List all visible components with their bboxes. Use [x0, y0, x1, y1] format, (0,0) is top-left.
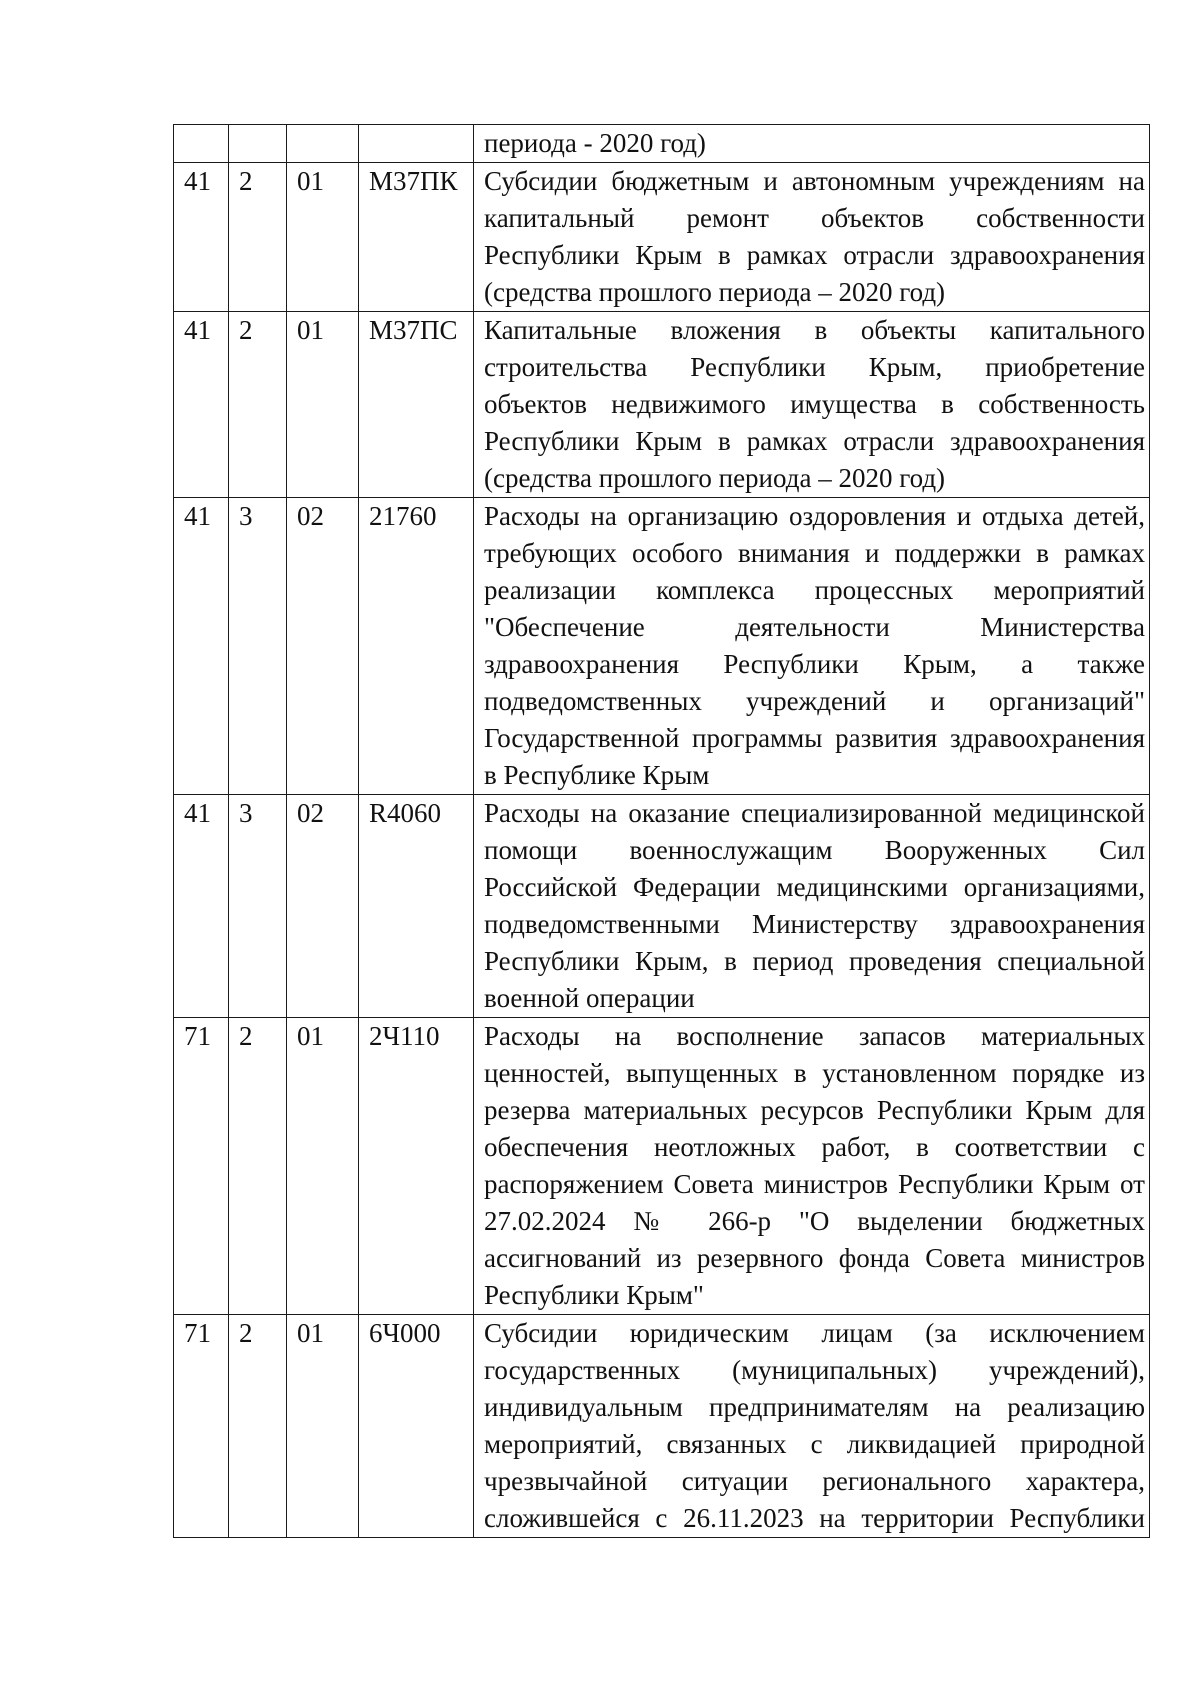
code-cell-2: 2 — [229, 1018, 287, 1315]
code-cell-2: 2 — [229, 312, 287, 498]
code-cell-2: 3 — [229, 498, 287, 795]
code-cell-4: 6Ч000 — [359, 1315, 474, 1538]
code-cell-2: 3 — [229, 795, 287, 1018]
code-cell-4: 21760 — [359, 498, 474, 795]
description-cell: периода - 2020 год) — [474, 125, 1150, 163]
code-cell-1: 41 — [174, 498, 229, 795]
code-cell-2: 2 — [229, 1315, 287, 1538]
code-cell-1: 41 — [174, 163, 229, 312]
table-row — [174, 312, 1150, 498]
table-row — [174, 1315, 1150, 1538]
budget-classification-table — [173, 124, 1150, 1538]
code-cell-4: 2Ч110 — [359, 1018, 474, 1315]
code-cell-3: 02 — [287, 795, 359, 1018]
code-cell-1: 41 — [174, 795, 229, 1018]
code-cell-3: 01 — [287, 1315, 359, 1538]
table-row — [174, 125, 1150, 163]
description-cell: Субсидии бюджетным и автономным учреждениям на капитальный ремонт объектов собственности Республики Крым в рамках отрасли здравоохранения (средства прошлого периода – 2020 год) — [474, 163, 1150, 312]
description-cell: Субсидии юридическим лицам (за исключением государственных (муниципальных) учреждений), индивидуальным предпринимателям на реализацию мероприятий, связанных с ликвидацией природной чрезвычайной ситуации регионального характера, сложившейся с 26.11.2023 на территории Республики — [474, 1315, 1150, 1538]
table-row — [174, 498, 1150, 795]
code-cell-1: 41 — [174, 312, 229, 498]
code-cell-4: М37ПК — [359, 163, 474, 312]
code-cell-1: 71 — [174, 1018, 229, 1315]
code-cell-1: 71 — [174, 1315, 229, 1538]
code-cell-3: 02 — [287, 498, 359, 795]
code-cell-3: 01 — [287, 163, 359, 312]
code-cell-4: R4060 — [359, 795, 474, 1018]
code-cell-1 — [174, 125, 229, 163]
code-cell-4 — [359, 125, 474, 163]
code-cell-2: 2 — [229, 163, 287, 312]
code-cell-3 — [287, 125, 359, 163]
description-cell: Расходы на восполнение запасов материальных ценностей, выпущенных в установленном порядке из резерва материальных ресурсов Республики Крым для обеспечения неотложных работ, в соответствии с распоряжением Совета министров Республики Крым от 27.02.2024 № 266-р "О выделении бюджетных ассигнований из резервного фонда Совета министров Республики Крым" — [474, 1018, 1150, 1315]
description-cell: Капитальные вложения в объекты капитального строительства Республики Крым, приобретение объектов недвижимого имущества в собственность Республики Крым в рамках отрасли здравоохранения (средства прошлого периода – 2020 год) — [474, 312, 1150, 498]
table-row — [174, 795, 1150, 1018]
code-cell-4: М37ПС — [359, 312, 474, 498]
description-cell: Расходы на оказание специализированной медицинской помощи военнослужащим Вооруженных Сил Российской Федерации медицинскими организациями, подведомственными Министерству здравоохранения Республики Крым, в период проведения специальной военной операции — [474, 795, 1150, 1018]
table-row — [174, 163, 1150, 312]
code-cell-3: 01 — [287, 312, 359, 498]
description-cell: Расходы на организацию оздоровления и отдыха детей, требующих особого внимания и поддержки в рамках реализации комплекса процессных мероприятий "Обеспечение деятельности Министерства здравоохранения Республики Крым, а также подведомственных учреждений и организаций" Государственной программы развития здравоохранения в Республике Крым — [474, 498, 1150, 795]
code-cell-2 — [229, 125, 287, 163]
code-cell-3: 01 — [287, 1018, 359, 1315]
table-row — [174, 1018, 1150, 1315]
